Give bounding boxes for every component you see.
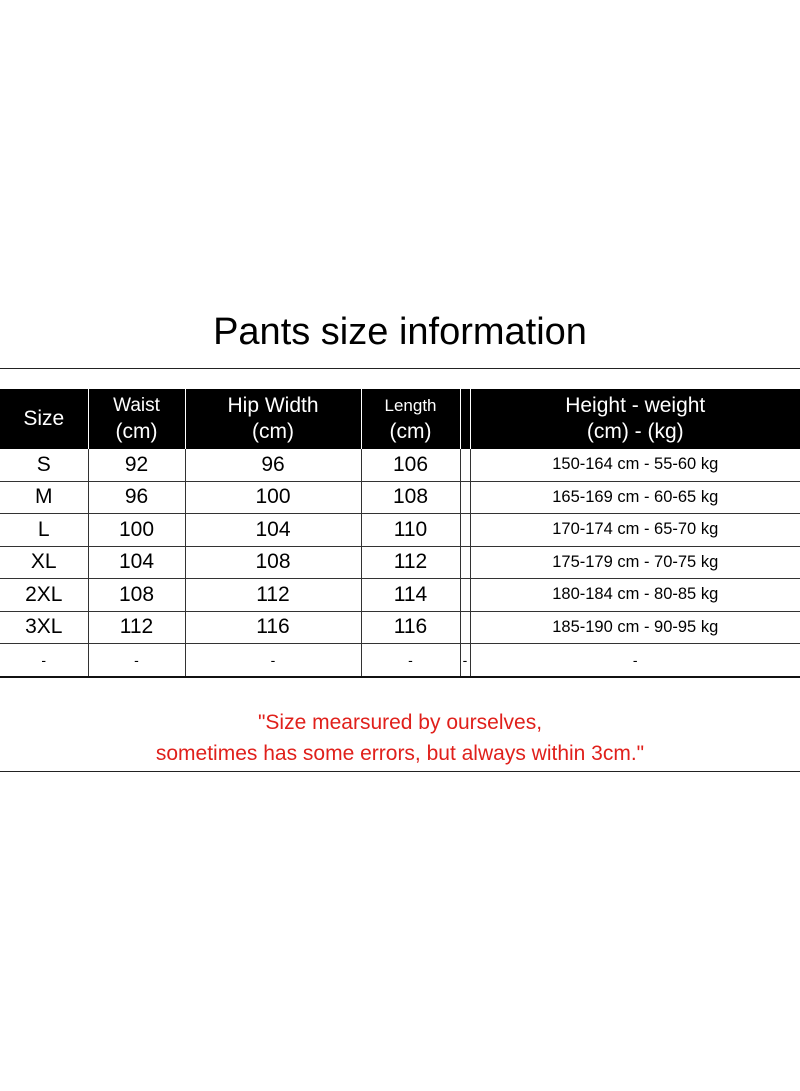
cell-waist: 108	[88, 579, 185, 612]
cell-hip: 100	[185, 481, 361, 514]
cell-size: XL	[0, 546, 88, 579]
cell-size: S	[0, 449, 88, 481]
cell-length: 114	[361, 579, 460, 612]
header-size-label: Size	[23, 407, 65, 430]
cell-waist: -	[88, 644, 185, 677]
cell-waist: 104	[88, 546, 185, 579]
cell-length: 112	[361, 546, 460, 579]
note-line-2: sometimes has some errors, but always within 3cm."	[155, 742, 645, 765]
cell-height-weight: 165-169 cm - 60-65 kg	[470, 481, 800, 514]
header-height-weight-unit: (cm) - (kg)	[586, 420, 684, 443]
header-height-weight	[470, 389, 800, 449]
size-table	[0, 389, 800, 678]
cell-height-weight: 185-190 cm - 90-95 kg	[470, 611, 800, 644]
cell-height-weight: 175-179 cm - 70-75 kg	[470, 546, 800, 579]
cell-separator	[460, 481, 470, 514]
cell-separator	[460, 546, 470, 579]
header-waist-unit: (cm)	[115, 420, 158, 443]
cell-size: M	[0, 481, 88, 514]
cell-size: 3XL	[0, 611, 88, 644]
cell-separator	[460, 611, 470, 644]
header-size	[0, 389, 88, 449]
cell-size: -	[0, 644, 88, 677]
header-waist-label: Waist	[113, 395, 160, 416]
header-length-unit: (cm)	[389, 420, 432, 443]
cell-length: 116	[361, 611, 460, 644]
header-separator	[460, 389, 470, 449]
cell-hip: 112	[185, 579, 361, 612]
header-length	[361, 389, 460, 449]
cell-hip: 108	[185, 546, 361, 579]
cell-separator	[460, 449, 470, 481]
page-title: Pants size information	[213, 311, 587, 353]
cell-separator: -	[460, 644, 470, 677]
header-waist	[88, 389, 185, 449]
header-hip	[185, 389, 361, 449]
cell-length: 106	[361, 449, 460, 481]
cell-length: -	[361, 644, 460, 677]
header-height-weight-label: Height - weight	[565, 394, 706, 417]
cell-height-weight: -	[470, 644, 800, 677]
cell-hip: 104	[185, 514, 361, 547]
measurement-note	[0, 707, 800, 769]
cell-separator	[460, 514, 470, 547]
table-row	[0, 579, 800, 612]
table-header-row	[0, 389, 800, 449]
table-row	[0, 546, 800, 579]
note-line-1: "Size mearsured by ourselves,	[257, 711, 543, 734]
cell-hip: -	[185, 644, 361, 677]
cell-hip: 96	[185, 449, 361, 481]
table-row	[0, 611, 800, 644]
header-hip-label: Hip Width	[227, 394, 319, 417]
cell-waist: 96	[88, 481, 185, 514]
table-row	[0, 449, 800, 481]
cell-length: 110	[361, 514, 460, 547]
cell-waist: 92	[88, 449, 185, 481]
cell-height-weight: 150-164 cm - 55-60 kg	[470, 449, 800, 481]
cell-size: 2XL	[0, 579, 88, 612]
cell-height-weight: 180-184 cm - 80-85 kg	[470, 579, 800, 612]
cell-size: L	[0, 514, 88, 547]
cell-waist: 112	[88, 611, 185, 644]
table-row	[0, 644, 800, 677]
cell-waist: 100	[88, 514, 185, 547]
cell-height-weight: 170-174 cm - 65-70 kg	[470, 514, 800, 547]
table-row	[0, 514, 800, 547]
header-hip-unit: (cm)	[252, 420, 294, 443]
cell-hip: 116	[185, 611, 361, 644]
header-length-label: Length	[384, 396, 437, 415]
table-row	[0, 481, 800, 514]
cell-length: 108	[361, 481, 460, 514]
cell-separator	[460, 579, 470, 612]
